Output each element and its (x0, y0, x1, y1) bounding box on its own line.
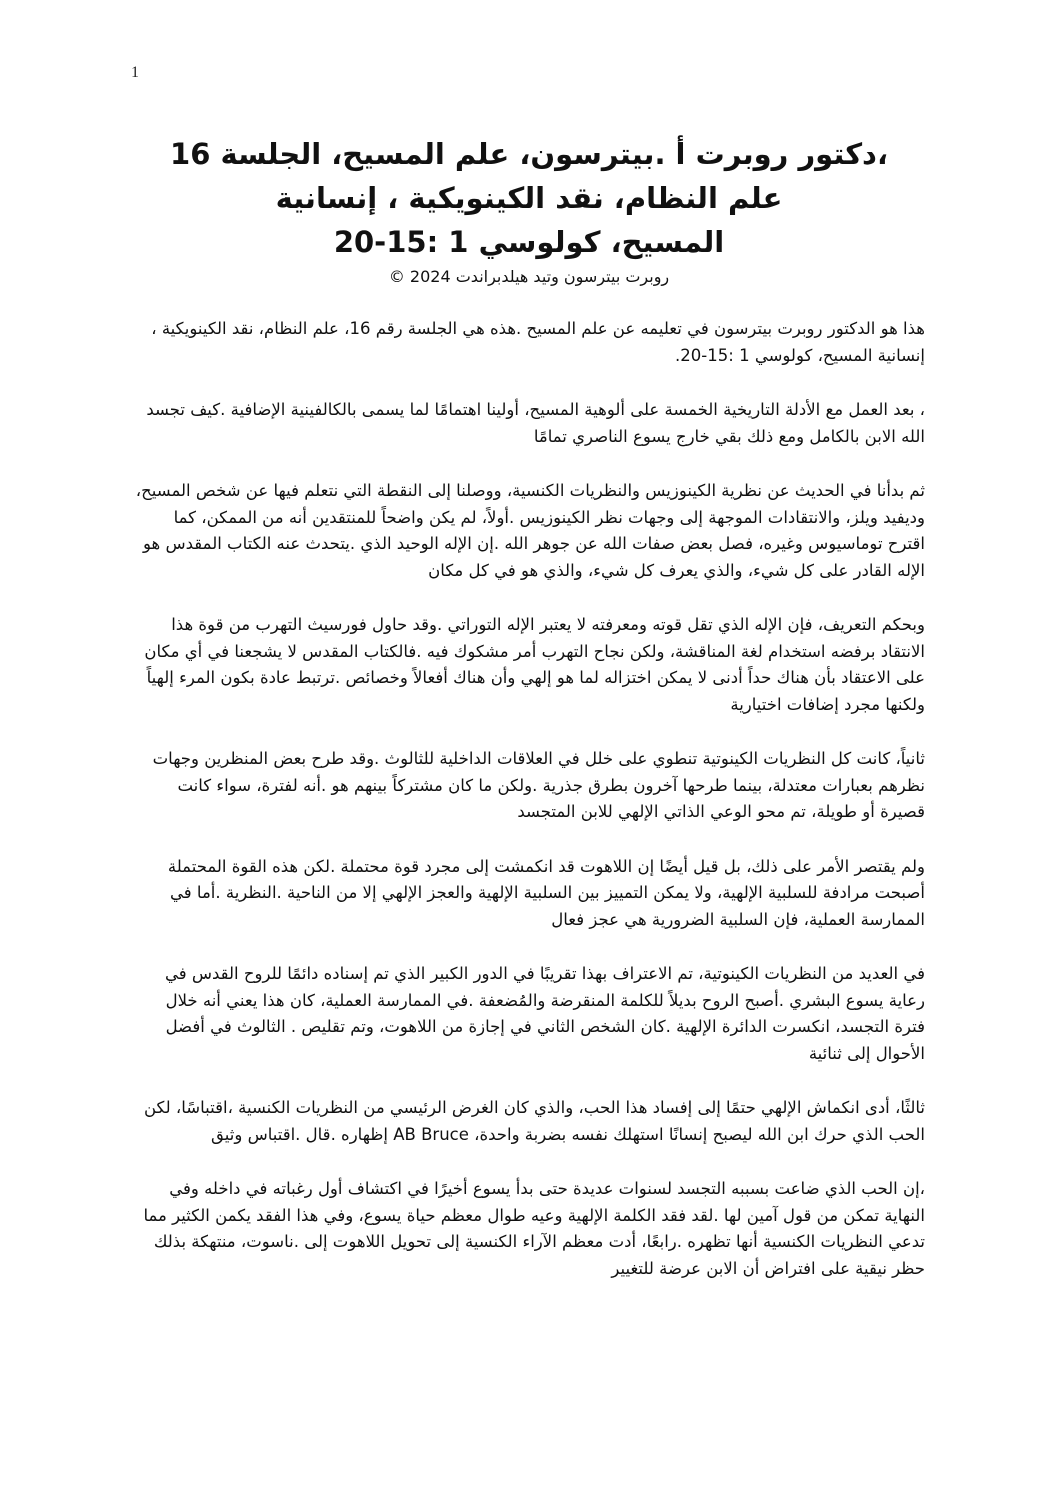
paragraph: ثانياً، كانت كل النظريات الكينوتية تنطوي على خلل في العلاقات الداخلية للثالوث .وقد طرح بعض المنظرين وجهات نظرهم بعبارات معتدلة، بينما طرحها آخرون بطرق جذرية .ولكن ما كان مشتركاً بينهم هو .أنه لفترة، سواء كانت قصيرة أو طويلة، تم محو الوعي الذاتي الإلهي للابن المتجسد (152, 749, 925, 821)
title-line-3: المسيح، كولوسي 1 :15-20 (333, 225, 725, 259)
paragraph: وبحكم التعريف، فإن الإله الذي تقل قوته ومعرفته لا يعتبر الإله التوراتي .وقد حاول فورسيث التهرب من قوة هذا الانتقاد برفضه استخدام لغة المناقشة، ولكن نجاح التهرب أمر مشكوك فيه .فالكتاب المقدس لا يشجعنا في أي مكان على الاعتقاد بأن هناك حداً أدنى لا يمكن اختزاله لما هو إلهي وأن هناك أفعالاً وخصائص .ترتبط عادة بكون المرء إلهياً ولكنها مجرد إضافات اختيارية (144, 615, 925, 714)
copyright-line: روبرت بيترسون وتيد هيلدبراندت 2024 © (388, 267, 670, 286)
title-block (150, 132, 908, 288)
body-text (133, 316, 925, 1310)
title-line-1: ،دكتور روبرت أ .بيترسون، علم المسيح، الجلسة 16 (170, 137, 888, 171)
paragraph: ثالثًا، أدى انكماش الإلهي حتمًا إلى إفساد هذا الحب، والذي كان الغرض الرئيسي من النظريات الكنسية ،اقتباسًا، لكن الحب الذي حرك ابن الله ليصبح إنسانًا استهلك نفسه بضربة واحدة، AB Bruce إظهاره .قال .اقتباس وثيق (143, 1098, 925, 1144)
paragraph: ولم يقتصر الأمر على ذلك، بل قيل أيضًا إن اللاهوت قد انكمشت إلى مجرد قوة محتملة .لكن هذه القوة المحتملة أصبحت مرادفة للسلبية الإلهية، ولا يمكن التمييز بين السلبية الإلهية والعجز الإلهي إلا من الناحية .النظرية .أما في الممارسة العملية، فإن السلبية الضرورية هي عجز فعال (167, 856, 925, 929)
paragraph: هذا هو الدكتور روبرت بيترسون في تعليمه عن علم المسيح .هذه هي الجلسة رقم 16، علم النظام، نقد الكينويكية ، إنسانية المسيح، كولوسي 1 :15-20. (151, 319, 925, 365)
paragraph: ، بعد العمل مع الأدلة التاريخية الخمسة على ألوهية المسيح، أولينا اهتمامًا لما يسمى بالكالفينية الإضافية .كيف تجسد الله الابن بالكامل ومع ذلك بقي خارج يسوع الناصري تمامًا (146, 400, 925, 446)
page-number: 1 (131, 64, 139, 81)
paragraph: ،إن الحب الذي ضاعت بسببه التجسد لسنوات عديدة حتى بدأ يسوع أخيرًا في اكتشاف أول رغباته في داخله وفي النهاية تمكن من قول آمين لها .لقد فقد الكلمة الإلهية وعيه طوال معظم حياة يسوع، وفي هذا الفقد يكمن الكثير مما تدعي النظريات الكنسية أنها تظهره .رابعًا، أدت معظم الآراء الكنسية إلى تحويل اللاهوت إلى .ناسوت، منتهكة بذلك حظر نيقية على افتراض أن الابن عرضة للتغيير (143, 1179, 925, 1278)
paragraph: ثم بدأنا في الحديث عن نظرية الكينوزيس والنظريات الكنسية، ووصلنا إلى النقطة التي نتعلم فيها عن شخص المسيح، وديفيد ويلز، والانتقادات الموجهة إلى وجهات نظر الكينوزيس .أولاً، لم يكن واضحاً للمنتقدين أنه من الممكن، كما اقترح توماسيوس وغيره، فصل بعض صفات الله عن جوهر الله .إن الإله الوحيد الذي .يتحدث عنه الكتاب المقدس هو الإله القادر على كل شيء، والذي يعرف كل شيء، والذي هو في كل مكان (135, 481, 925, 580)
title-line-2: علم النظام، نقد الكينويكية ، إنسانية (275, 181, 783, 215)
paragraph: في العديد من النظريات الكينوتية، تم الاعتراف بهذا تقريبًا في الدور الكبير الذي تم إسناده دائمًا للروح القدس في رعاية يسوع البشري .أصبح الروح بديلاً للكلمة المنقرضة والمُضعفة .في الممارسة العملية، كان هذا يعني أنه خلال فترة التجسد، انكسرت الدائرة الإلهية .كان الشخص الثاني في إجازة من اللاهوت، وتم تقليص . الثالوث في أفضل الأحوال إلى ثنائية (164, 964, 925, 1063)
